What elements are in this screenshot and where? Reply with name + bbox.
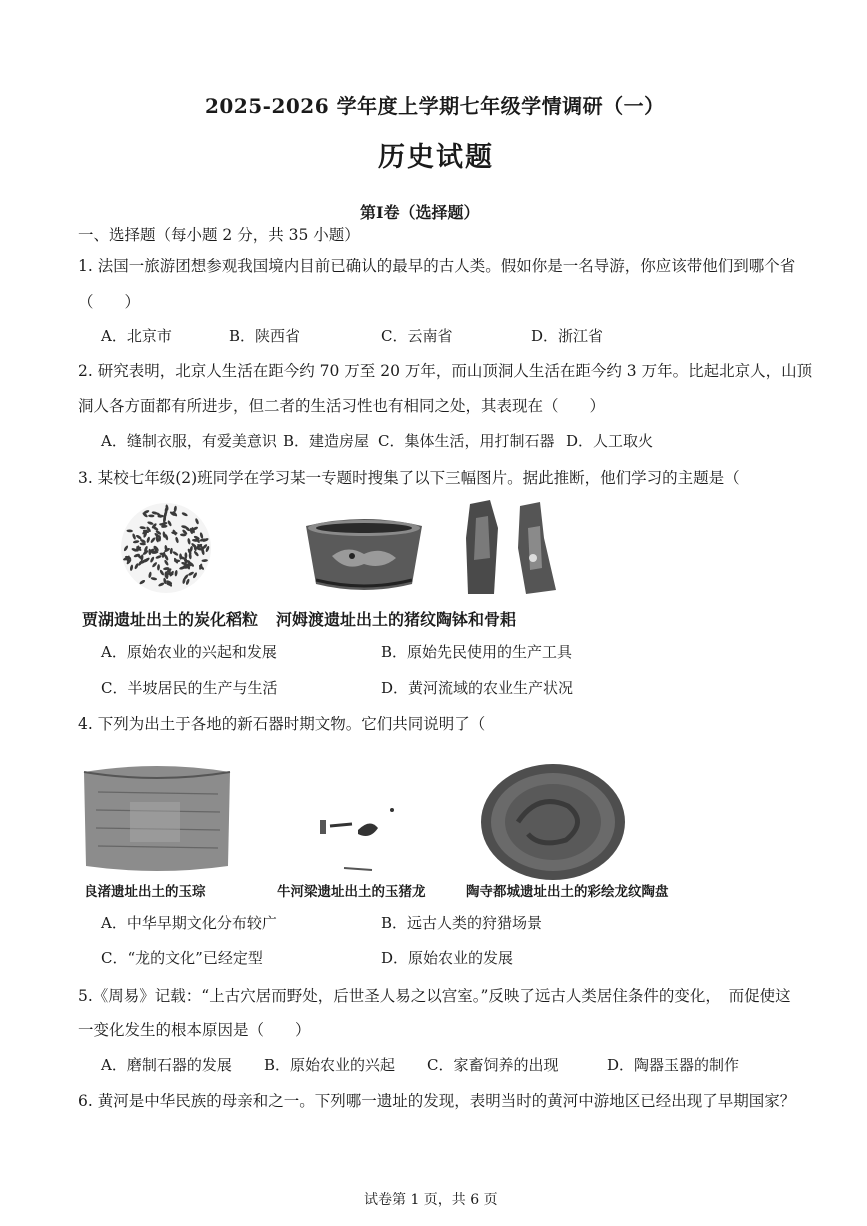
q3-caption-hemudu: 河姆渡遗址出土的猪纹陶钵和骨耜 — [276, 610, 517, 629]
q4-caption-pig-dragon: 牛河梁遗址出土的玉猪龙 — [277, 884, 426, 900]
question-3-stem: 3. 某校七年级(2)班同学在学习某一专题时搜集了以下三幅图片。据此推断，他们学习的主题是（ — [78, 469, 740, 487]
section-heading: 一、选择题（每小题 2 分，共 35 小题） — [78, 226, 360, 244]
question-1-stem: 1. 法国一旅游团想参观我国境内目前已确认的最早的古人类。假如你是一名导游，你应该带他们到哪个省 — [78, 257, 796, 275]
question-6-stem: 6. 黄河是中华民族的母亲和之一。下列哪一遗址的发现，表明当时的黄河中游地区已经出现了早期国家？ — [78, 1092, 796, 1110]
carbonized-rice-image — [118, 500, 214, 596]
q5-option-b[interactable]: B．原始农业的兴起 — [264, 1056, 396, 1074]
pig-pottery-bowl-image — [302, 516, 426, 592]
q1-option-a[interactable]: A．北京市 — [101, 327, 172, 345]
q2-option-c[interactable]: C．集体生活，用打制石器 — [378, 432, 555, 450]
q3-option-b[interactable]: B．原始先民使用的生产工具 — [381, 643, 573, 661]
subject-title: 历史试题 — [378, 142, 494, 173]
question-2-stem-cont: 洞人各方面都有所进步，但二者的生活习性也有相同之处，其表现在（ ） — [78, 397, 606, 415]
page-footer: 试卷第 1 页，共 6 页 — [364, 1192, 498, 1208]
q4-option-a[interactable]: A．中华早期文化分布较广 — [101, 914, 277, 932]
q4-caption-cong: 良渚遗址出土的玉琮 — [84, 884, 206, 900]
q4-caption-plate: 陶寺都城遗址出土的彩绘龙纹陶盘 — [466, 884, 669, 900]
q3-option-d[interactable]: D．黄河流域的农业生产状况 — [381, 679, 574, 697]
q4-option-d[interactable]: D．原始农业的发展 — [381, 949, 514, 967]
q2-option-d[interactable]: D．人工取火 — [566, 432, 654, 450]
q3-option-c[interactable]: C．半坡居民的生产与生活 — [101, 679, 278, 697]
jade-pig-dragon-image — [312, 800, 402, 880]
exam-title: 2025-2026 学年度上学期七年级学情调研（一） — [205, 94, 665, 118]
q4-option-c[interactable]: C．“龙的文化”已经定型 — [101, 949, 263, 967]
question-1-stem-cont: （ ） — [78, 293, 141, 311]
q5-option-a[interactable]: A．磨制石器的发展 — [101, 1056, 232, 1074]
q5-option-c[interactable]: C．家畜饲养的出现 — [427, 1056, 559, 1074]
volume-title: 第Ⅰ卷（选择题） — [360, 203, 480, 222]
q1-option-b[interactable]: B．陕西省 — [229, 327, 301, 345]
question-5-stem-cont: 一变化发生的根本原因是（ ） — [78, 1021, 311, 1039]
q3-caption-rice: 贾湖遗址出土的炭化稻粒 — [82, 610, 259, 629]
q1-option-c[interactable]: C．云南省 — [381, 327, 453, 345]
q3-option-a[interactable]: A．原始农业的兴起和发展 — [101, 643, 277, 661]
q2-option-a[interactable]: A．缝制衣服，有爱美意识 — [101, 432, 277, 450]
q5-option-d[interactable]: D．陶器玉器的制作 — [607, 1056, 740, 1074]
bone-spade-image — [460, 498, 566, 598]
question-4-stem: 4. 下列为出土于各地的新石器时期文物。它们共同说明了（ — [78, 715, 486, 733]
q1-option-d[interactable]: D．浙江省 — [531, 327, 604, 345]
question-5-stem: 5.《周易》记载：“上古穴居而野处，后世圣人易之以宫室。”反映了远古人类居住条件的变化， 而促使这 — [78, 987, 791, 1005]
q4-option-b[interactable]: B．远古人类的狩猎场景 — [381, 914, 543, 932]
question-2-stem: 2. 研究表明，北京人生活在距今约 70 万至 20 万年，而山顶洞人生活在距今约 3 万年。比起北京人，山顶 — [78, 362, 813, 380]
painted-dragon-plate-image — [478, 762, 628, 882]
jade-cong-image — [78, 762, 236, 874]
q2-option-b[interactable]: B．建造房屋 — [283, 432, 370, 450]
